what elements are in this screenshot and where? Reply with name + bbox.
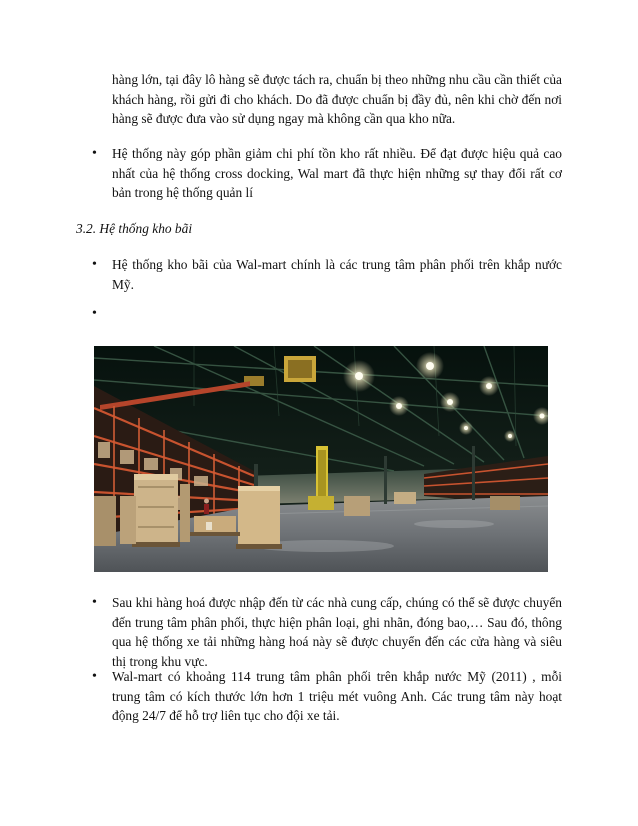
bullet-distribution-centers: Wal-mart có khoảng 114 trung tâm phân phối trên khắp nước Mỹ (2011) , mỗi trung tâm có kích thước lớn hơn 1 triệu mét vuông Anh. Các trung tâm này hoạt động 24/7 để hỗ trợ liên tục cho đội xe tải. — [112, 669, 562, 724]
bullet-distribution-process: Sau khi hàng hoá được nhập đến từ các nhà cung cấp, chúng có thể sẽ được chuyển đến trung tâm phân phối, thực hiện phân loại, ghi nhãn, đóng bao,… Sau đó, thông qua hệ thống xe tải những hàng hoá này sẽ được chuyển đến các cửa hàng và siêu thị trong khu vực. — [112, 595, 562, 669]
warehouse-photo — [94, 346, 548, 572]
bullet-marker: • — [92, 257, 97, 272]
bullet-warehouse-system: Hệ thống kho bãi của Wal-mart chính là các trung tâm phân phối trên khắp nước Mỹ. — [112, 257, 562, 292]
bullet-marker: • — [92, 595, 97, 610]
bullet-marker: • — [92, 669, 97, 684]
warehouse-illustration — [94, 346, 548, 572]
bullet-marker: • — [92, 146, 97, 161]
bullet-marker-empty: • — [92, 306, 97, 321]
bullet-cost-reduction: Hệ thống này góp phần giảm chi phí tồn kho rất nhiều. Để đạt được hiệu quả cao nhất của hệ thống cross docking, Wal mart đã thực hiện những sự thay đổi rất cơ bản trong hệ thống quản lí — [112, 146, 562, 201]
section-heading: 3.2. Hệ thống kho bãi — [76, 221, 193, 236]
intro-paragraph: hàng lớn, tại đây lô hàng sẽ được tách ra, chuẩn bị theo những nhu cầu cần thiết của khách hàng, rồi gửi đi cho khách. Do đã được chuẩn bị đầy đủ, nên khi chờ đến nơi hàng sẽ được đưa vào sử dụng ngay mà không cần qua kho nữa. — [112, 72, 562, 127]
